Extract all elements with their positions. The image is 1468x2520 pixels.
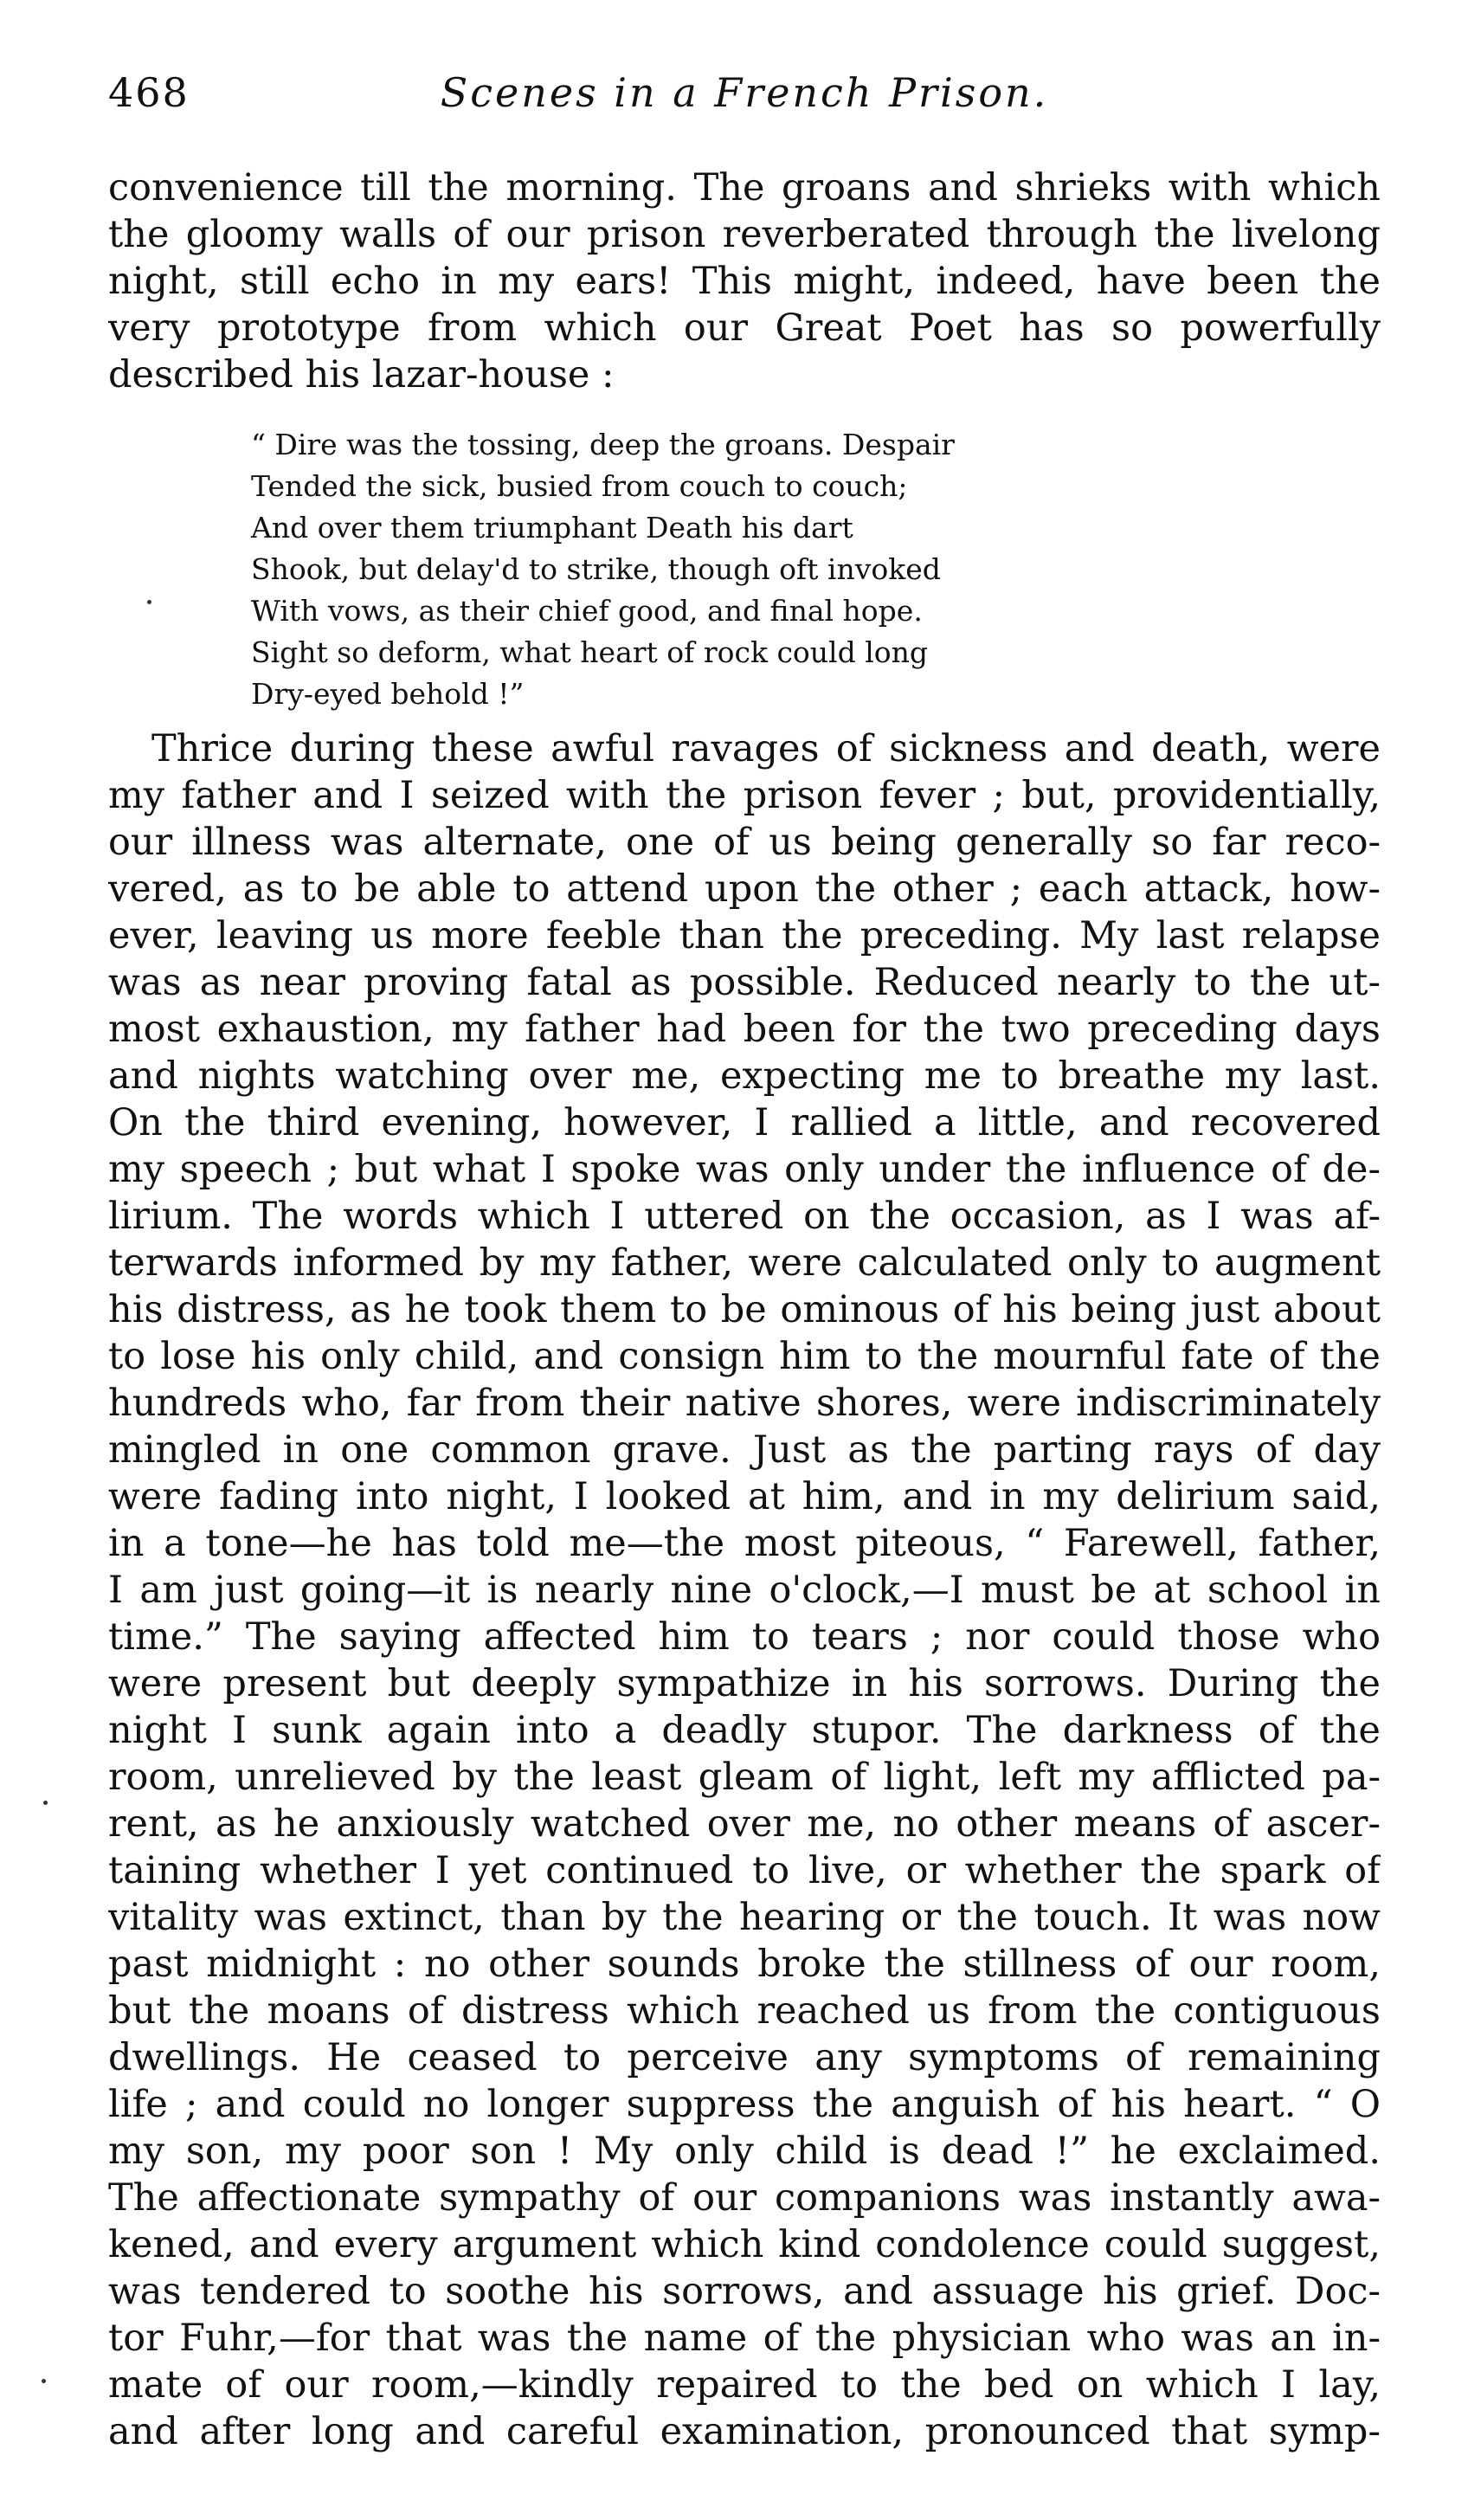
text-line: I am just going—it is nearly nine o'clock,—I must be at school in [108,1569,1381,1612]
text-line: to lose his only child, and consign him to the mournful fate of the [108,1335,1381,1378]
text-line: the gloomy walls of our prison reverberated through the livelong [108,213,1381,256]
verse-line: “ Dire was the tossing, deep the groans. Despair [251,428,955,461]
text-line: terwards informed by my father, were calculated only to augment [108,1241,1381,1285]
page-header [108,69,1381,139]
page-number: 468 [108,69,190,116]
verse-line: Tended the sick, busied from couch to couch; [251,469,908,503]
intro-paragraph [108,164,1381,398]
text-line: kened, and every argument which kind condolence could suggest, [108,2223,1381,2266]
text-line: taining whether I yet continued to live, or whether the spark of [108,1849,1381,1892]
text-line: convenience till the morning. The groans and shrieks with which [108,166,1381,209]
text-line: but the moans of distress which reached us from the contiguous [108,1989,1381,2033]
main-paragraph [108,725,1381,2455]
verse-line: And over them triumphant Death his dart [251,511,853,545]
text-line: past midnight : no other sounds broke the stillness of our room, [108,1943,1381,1986]
text-line: and after long and careful examination, pronounced that symp- [108,2410,1381,2453]
text-line: mate of our room,—kindly repaired to the bed on which I lay, [108,2363,1381,2407]
text-line: tor Fuhr,—for that was the name of the physician who was an in- [108,2317,1381,2360]
text-line: was tendered to soothe his sorrows, and assuage his grief. Doc- [108,2270,1381,2313]
text-line: night, still echo in my ears! This might, indeed, have been the [108,260,1381,303]
text-line: On the third evening, however, I rallied a little, and recovered [108,1101,1381,1144]
text-line: very prototype from which our Great Poet has so powerfully [108,306,1381,350]
text-line: life ; and could no longer suppress the anguish of his heart. “ O [108,2083,1381,2126]
verse-line: With vows, as their chief good, and final hope. [251,594,923,628]
text-line: mingled in one common grave. Just as the parting rays of day [108,1428,1381,1472]
text-line: time.” The saying affected him to tears ; nor could those who [108,1615,1381,1659]
text-line: was as near proving fatal as possible. Reduced nearly to the ut- [108,961,1381,1004]
stray-mark [42,2379,46,2383]
text-line: were present but deeply sympathize in his sorrows. During the [108,1662,1381,1705]
text-line: ever, leaving us more feeble than the preceding. My last relapse [108,914,1381,957]
text-line: my son, my poor son ! My only child is dead !” he exclaimed. [108,2130,1381,2173]
text-line: vered, as to be able to attend upon the other ; each attack, how- [108,867,1381,911]
text-line: rent, as he anxiously watched over me, no other means of ascer- [108,1802,1381,1846]
text-line: dwellings. He ceased to perceive any symptoms of remaining [108,2036,1381,2079]
text-line: room, unrelieved by the least gleam of light, left my afflicted pa- [108,1756,1381,1799]
stray-mark [43,1801,48,1805]
text-line: The affectionate sympathy of our companions was instantly awa- [108,2176,1381,2220]
text-line: my speech ; but what I spoke was only under the influence of de- [108,1148,1381,1191]
text-line: most exhaustion, my father had been for the two preceding days [108,1008,1381,1051]
text-line: hundreds who, far from their native shores, were indiscriminately [108,1382,1381,1425]
verse-line: Dry-eyed behold !” [251,677,525,711]
text-line: his distress, as he took them to be ominous of his being just about [108,1288,1381,1331]
text-line: described his lazar-house : [108,353,615,396]
text-line: my father and I seized with the prison fever ; but, providentially, [108,774,1381,817]
stray-mark [147,600,151,604]
verse-line: Shook, but delay'd to strike, though oft invoked [251,552,941,586]
verse-quotation [251,424,1203,715]
text-line: in a tone—he has told me—the most piteous, “ Farewell, father, [108,1522,1381,1565]
text-line: were fading into night, I looked at him, and in my delirium said, [108,1475,1381,1518]
text-line: vitality was extinct, than by the hearing or the touch. It was now [108,1896,1381,1939]
text-line: and nights watching over me, expecting me to breathe my last. [108,1054,1381,1098]
running-title: Scenes in a French Prison. [440,69,1049,116]
text-line: our illness was alternate, one of us being generally so far reco- [108,821,1381,864]
text-line: lirium. The words which I uttered on the occasion, as I was af- [108,1195,1381,1238]
text-line: Thrice during these awful ravages of sickness and death, were [151,727,1381,770]
text-line: night I sunk again into a deadly stupor. The darkness of the [108,1709,1381,1752]
verse-line: Sight so deform, what heart of rock could long [251,635,929,669]
